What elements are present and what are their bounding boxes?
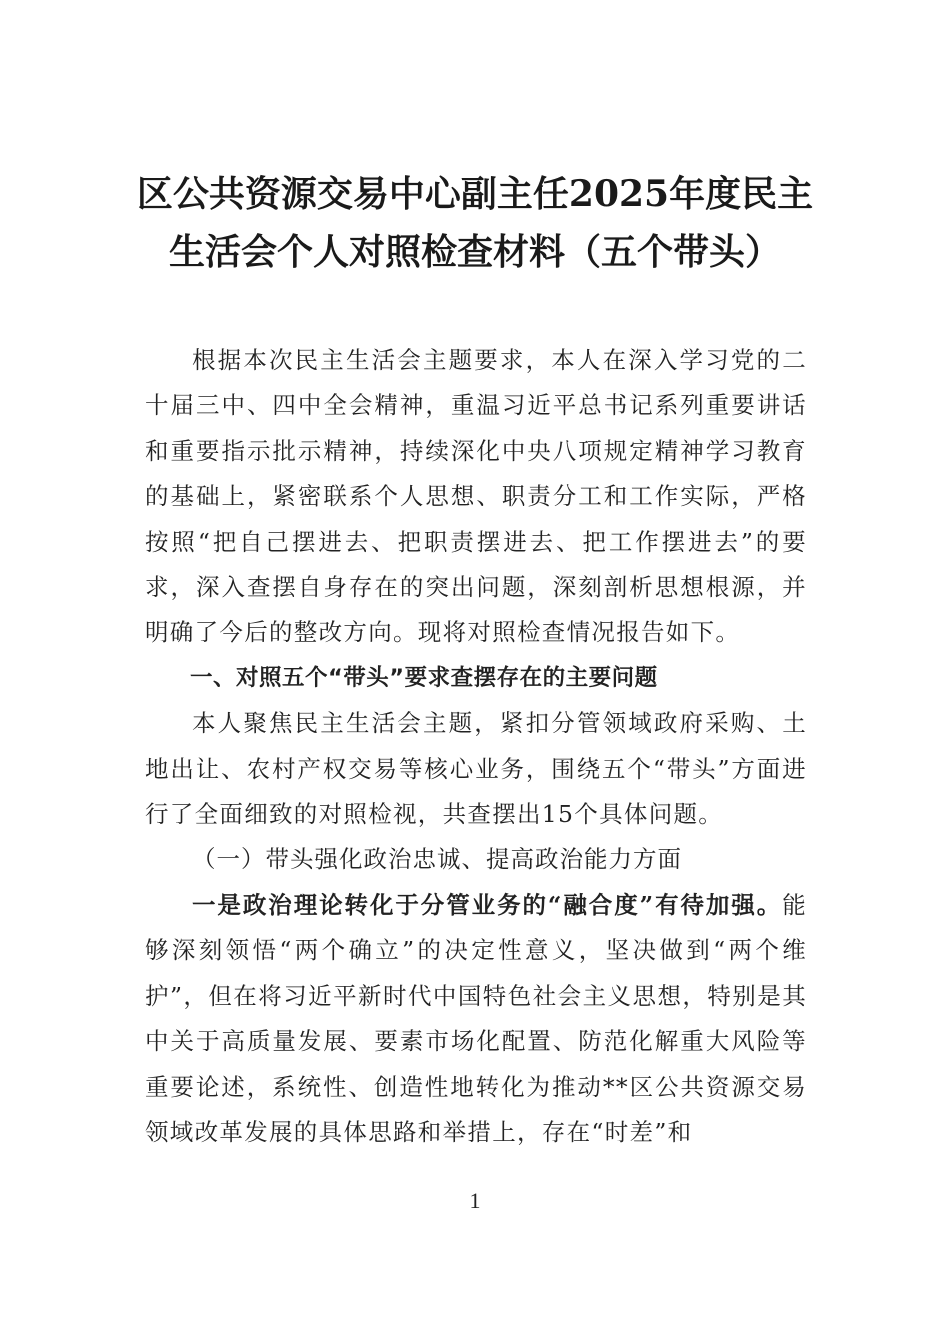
intro-paragraph: 根据本次民主生活会主题要求，本人在深入学习党的二十届三中、四中全会精神，重温习近平总书记系列重要讲话和重要指示批示精神，持续深化中央八项规定精神学习教育的基础上，紧密联系个人思想、职责分工和工作实际，严格按照“把自己摆进去、把职责摆进去、把工作摆进去”的要求，深入查摆自身存在的突出问题，深刻剖析思想根源，并明确了今后的整改方向。现将对照检查情况报告如下。 xyxy=(145,346,807,647)
subsection-1-heading: （一）带头强化政治忠诚、提高政治能力方面 xyxy=(192,845,682,874)
point-1-lead: 一是政治理论转化于分管业务的“融合度”有待加强。 xyxy=(192,890,783,919)
point-1-text: 能够深刻领悟“两个确立”的决定性意义，坚决做到“两个维护”，但在将习近平新时代中国特色社会主义思想，特别是其中关于高质量发展、要素市场化配置、防范化解重大风险等重要论述，系统性、创造性地转化为推动**区公共资源交易领域改革发展的具体思路和举措上，存在“时差”和 xyxy=(145,890,807,1146)
title-line-2: 生活会个人对照检查材料（五个带头） xyxy=(168,231,781,273)
title-line-1: 区公共资源交易中心副主任2025年度民主 xyxy=(136,173,814,215)
section-1-intro-paragraph: 本人聚焦民主生活会主题，紧扣分管领域政府采购、土地出让、农村产权交易等核心业务，围绕五个“带头”方面进行了全面细致的对照检视，共查摆出15个具体问题。 xyxy=(145,709,807,829)
section-1-heading: 一、对照五个“带头”要求查摆存在的主要问题 xyxy=(190,664,658,691)
document-body xyxy=(145,338,807,1155)
document-title xyxy=(120,165,830,281)
point-1-paragraph xyxy=(145,883,807,1155)
page-number: 1 xyxy=(469,1188,481,1213)
